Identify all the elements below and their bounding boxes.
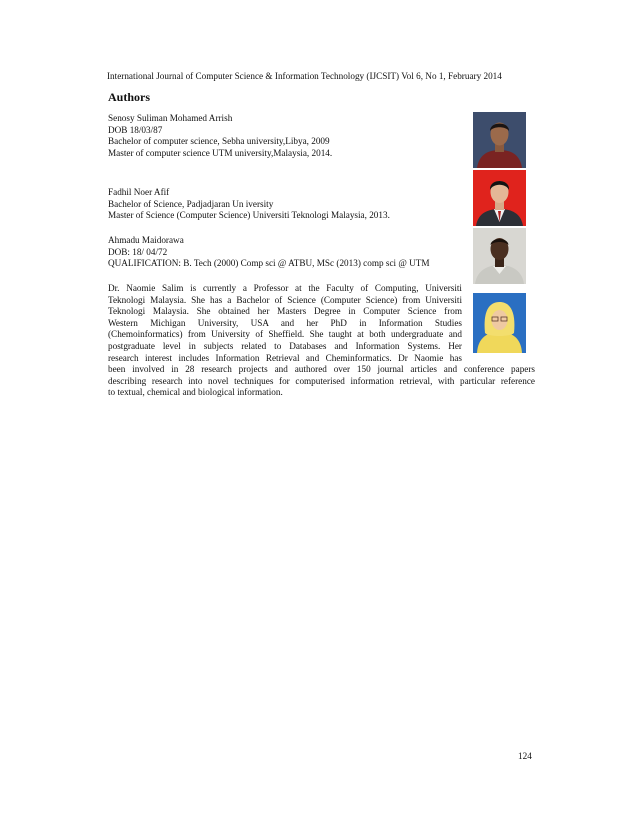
author-name: Fadhil Noer Afif: [108, 187, 170, 197]
bio-line: Western Michigan University, USA and her PhD in Information Studies: [108, 317, 462, 328]
bio-line: (Chemoinformatics) from University of Sheffield. She taught at both undergraduate and: [108, 329, 462, 340]
bio-paragraph: [108, 283, 535, 399]
author-photo-1: [473, 112, 526, 168]
author-photo-4: [473, 293, 526, 353]
bio-line: Teknologi Malaysia. She obtained her Masters Degree in Computer Science from: [108, 306, 462, 317]
author-photo-2: [473, 170, 526, 226]
author-detail: DOB: 18/ 04/72: [108, 246, 168, 257]
bio-line: Teknologi Malaysia. She has a Bachelor of Science (Computer Science) from Universiti: [108, 294, 462, 305]
author-detail: Bachelor of Science, Padjadjaran Un iversity: [108, 198, 274, 209]
bio-line: Dr. Naomie Salim is currently a Professor at the Faculty of Computing, Universiti: [108, 283, 462, 293]
journal-header: International Journal of Computer Science & Information Technology (IJCSIT) Vol 6, No 1, February 2014: [107, 71, 502, 81]
page-number: 124: [518, 751, 532, 761]
author-entry: [108, 113, 468, 159]
section-title: Authors: [108, 90, 151, 104]
author-detail: Bachelor of computer science, Sebha university,Libya, 2009: [108, 136, 330, 147]
author-entry: [108, 235, 488, 270]
author-detail: Master of Science (Computer Science) Universiti Teknologi Malaysia, 2013.: [108, 210, 390, 221]
author-name: Ahmadu Maidorawa: [108, 235, 184, 245]
bio-line: been involved in 28 research projects and authored over 150 journal articles and conference papers: [108, 364, 535, 375]
author-name: Senosy Suliman Mohamed Arrish: [108, 113, 233, 123]
author-photo-3: [473, 228, 526, 284]
bio-line: describing research into novel techniques for computerised information retrieval, with particular reference: [108, 375, 535, 386]
bio-line: to textual, chemical and biological information.: [108, 387, 283, 398]
author-detail: DOB 18/03/87: [108, 124, 163, 135]
bio-line: postgraduate level in subjects related to Databases and Information Systems. Her: [108, 340, 462, 351]
author-detail: QUALIFICATION: B. Tech (2000) Comp sci @ ATBU, MSc (2013) comp sci @ UTM: [108, 258, 430, 269]
author-entry: [108, 187, 468, 222]
author-detail: Master of computer science UTM university,Malaysia, 2014.: [108, 147, 333, 158]
bio-line: research interest includes Information Retrieval and Cheminformatics. Dr Naomie has: [108, 352, 462, 363]
